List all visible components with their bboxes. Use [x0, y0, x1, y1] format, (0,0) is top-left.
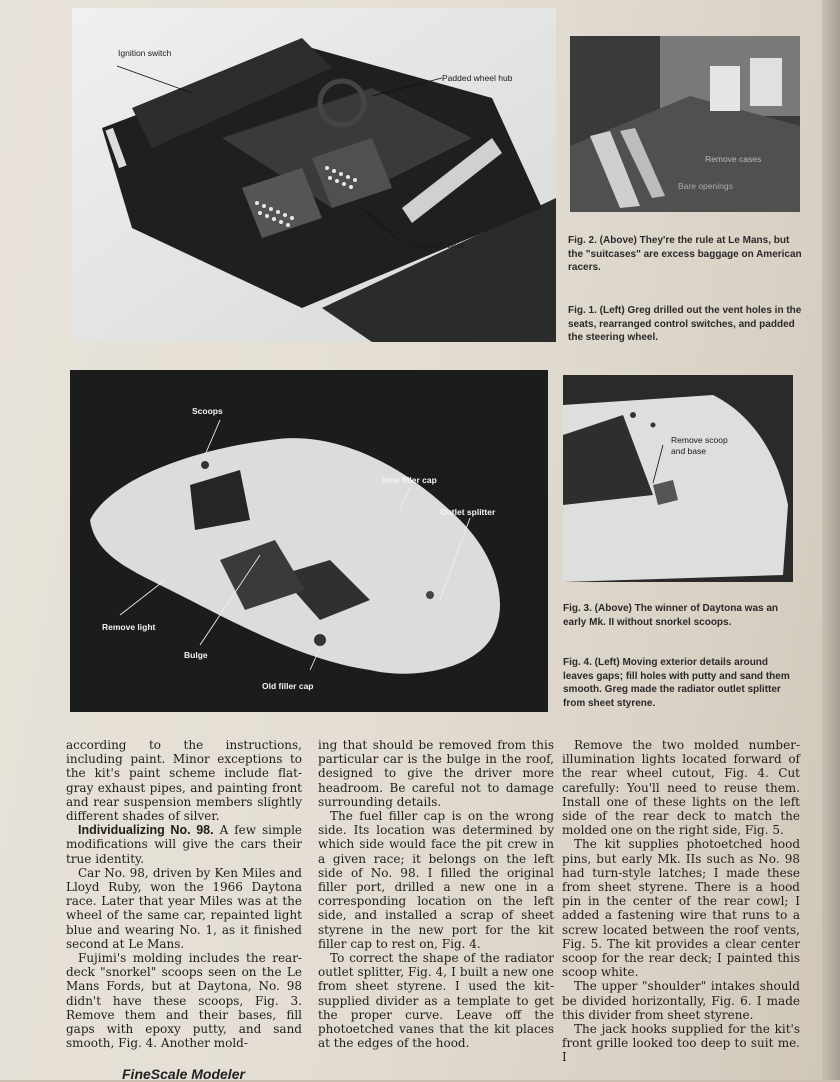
article-column-2: [318, 738, 554, 1050]
fig3-photo: [563, 375, 793, 582]
fig2-photo: [570, 36, 800, 212]
fig4-photo: [70, 370, 548, 712]
fig3-label-and-base: and base: [671, 446, 706, 456]
col2-para-1: ing that should be removed from this particular car is the bulge in the roof, designed to give the driver more headroom. Be careful not to damage surrounding details.: [318, 738, 554, 809]
fig1-label-reworked-seat: Reworked seat: [407, 240, 464, 250]
fig4-label-old-filler-cap: Old filler cap: [262, 681, 314, 691]
col1-para-2: A few simple modifications will give the cars their true identity.: [66, 823, 303, 866]
fig2-label-bare-openings: Bare openings: [678, 181, 733, 191]
col1-subhead: Individualizing No. 98.: [78, 823, 214, 838]
col3-para-4: The jack hooks supplied for the kit's front grille looked too deep to suit me. I: [562, 1022, 800, 1065]
fig4-label-remove-light: Remove light: [102, 622, 156, 632]
footer-magazine-name: FineScale Modeler: [122, 1066, 245, 1082]
article-column-3: [562, 738, 800, 1065]
fig1-label-padded-wheel-hub: Padded wheel hub: [442, 73, 513, 83]
col2-para-2: The fuel filler cap is on the wrong side. Its location was determined by which side would face the pit crew in a given race; it belongs on the left side of No. 98. I filled the original filler port, drilled a new one in a corresponding location on the left side, and installed a scrap of sheet styrene in the new port for the kit filler cap to rest on, Fig. 4.: [318, 809, 554, 951]
fig4-label-outlet-splitter: Outlet splitter: [440, 507, 496, 517]
fig2-label-remove-cases: Remove cases: [705, 154, 762, 164]
col2-para-3: To correct the shape of the radiator outlet splitter, Fig. 4, I built a new one from sheet styrene. I used the kit-supplied divider as a template to get the proper curve. Leave off the photoetched vanes that the kit places at the edges of the hood.: [318, 951, 554, 1051]
fig3-caption: Fig. 3. (Above) The winner of Daytona was an early Mk. II without snorkel scoops.: [563, 603, 779, 628]
fig2-caption: Fig. 2. (Above) They're the rule at Le Mans, but the "suitcases" are excess baggage on American racers.: [568, 235, 802, 273]
col1-para-4: Fujimi's molding includes the rear-deck "snorkel" scoops seen on the Le Mans Fords, but at Daytona, No. 98 didn't have these scoops, Fig. 3. Remove them and their bases, fill gaps with epoxy putty, and sand smooth, Fig. 4. Another mold-: [66, 951, 302, 1051]
col1-para-3: Car No. 98, driven by Ken Miles and Lloyd Ruby, won the 1966 Daytona race. Later that year Miles was at the wheel of the same car, repainted light blue and wearing No. 1, as it finished second at Le Mans.: [66, 865, 302, 951]
fig3-label-remove-scoop: Remove scoop: [671, 435, 728, 445]
col3-para-3: The upper "shoulder" intakes should be divided horizontally, Fig. 6. I made this divider from sheet styrene.: [562, 979, 800, 1022]
fig4-label-new-filler-cap: New filler cap: [382, 475, 437, 485]
col3-para-1: Remove the two molded number-illumination lights located forward of the rear wheel cutout, Fig. 4. Cut carefully: You'll need to reuse them. Install one of these lights on the left side of the rear deck to match the molded one on the right side, Fig. 5.: [562, 738, 800, 838]
col1-para-1: according to the instructions, including paint. Minor exceptions to the kit's paint scheme include flat-gray exhaust pipes, and painting front and rear suspension members slightly different shades of silver.: [66, 738, 302, 824]
fig4-label-scoops: Scoops: [192, 406, 223, 416]
fig1-caption: Fig. 1. (Left) Greg drilled out the vent holes in the seats, rearranged control switches, and padded the steering wheel.: [568, 305, 802, 343]
col3-para-2: The kit supplies photoetched hood pins, but early Mk. IIs such as No. 98 had turn-style latches; I made these from sheet styrene. There is a hood pin in the center of the rear cowl; I added a fastening wire that runs to a screw located between the roof vents, Fig. 5. The kit provides a clear center scoop for the rear deck; I painted this scoop white.: [562, 837, 800, 980]
fig1-photo: [72, 8, 556, 342]
fig4-caption: Fig. 4. (Left) Moving exterior details around leaves gaps; fill holes with putty and sand them smooth. Greg made the radiator outlet splitter from sheet styrene.: [563, 657, 790, 709]
fig1-label-ignition-switch: Ignition switch: [118, 48, 172, 58]
article-column-1: [66, 738, 302, 1050]
fig4-label-bulge: Bulge: [184, 650, 208, 660]
page-edge-shadow: [822, 0, 840, 1080]
